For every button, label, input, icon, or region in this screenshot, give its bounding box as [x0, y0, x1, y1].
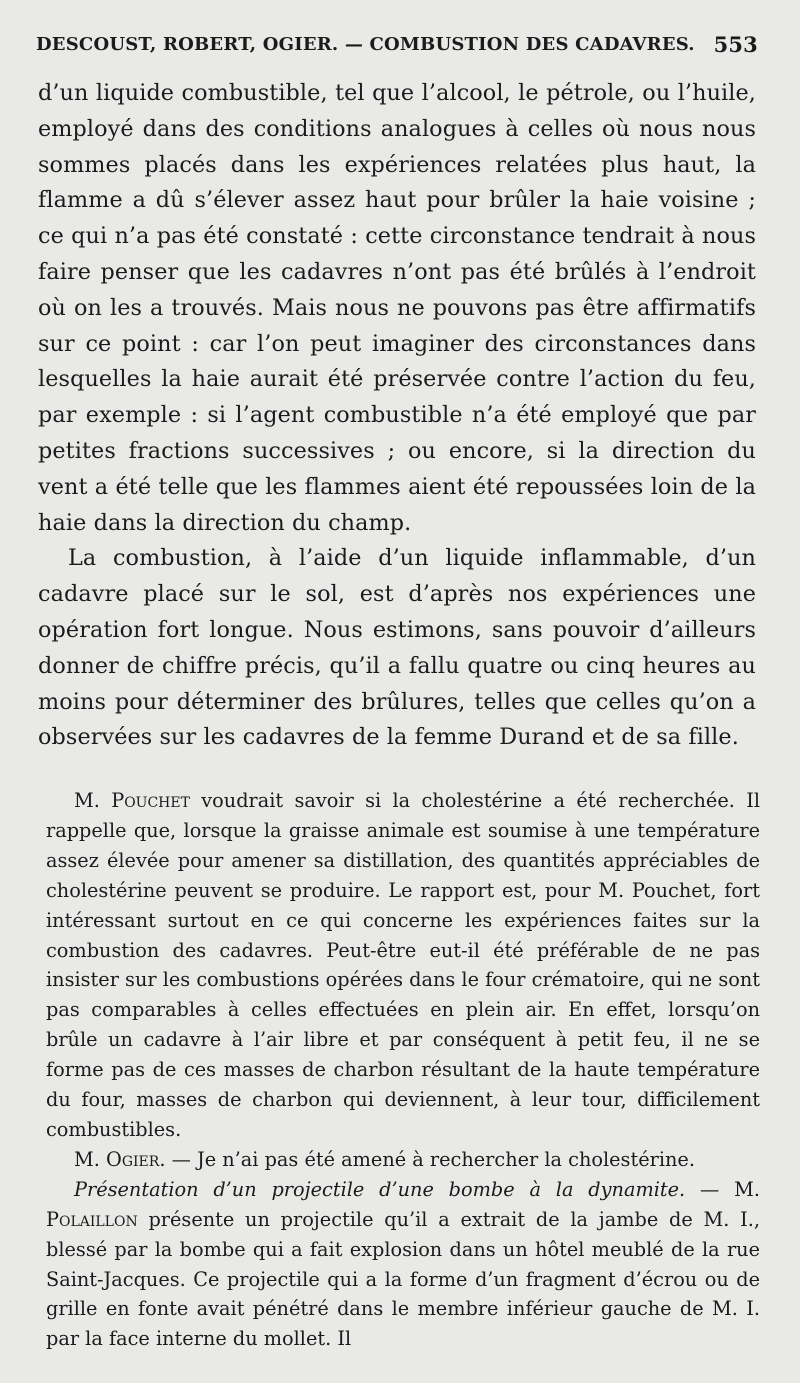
- pouchet-remark: [46, 786, 760, 1145]
- remark-text: voudrait savoir si la cholestérine a été recherchée. Il rappelle que, lorsque la graisse animale est soumise à une température assez élevée pour amener sa distillation, des quantités appréciables de cholestérine peuvent se produire. Le rapport est, pour M. Pouchet, fort intéressant surtout en ce qui concerne les expériences faites sur la combustion des cadavres. Peut-être eut-il été préférable de ne pas insister sur les combustions opérées dans le four crématoire, qui ne sont pas comparables à celles effectuées en plein air. En effet, lorsqu’on brûle un cadavre à l’air libre et par conséquent à petit feu, il ne se forme pas de ces masses de charbon résultant de la haute température du four, masses de charbon qui deviennent, à leur tour, difficilement combustibles.: [46, 789, 760, 1141]
- paragraph-1: d’un liquide combustible, tel que l’alcool, le pétrole, ou l’huile, employé dans des conditions analogues à celles où nous nous sommes placés dans les expériences relatées plus haut, la flamme a dû s’élever assez haut pour brûler la haie voisine ; ce qui n’a pas été constaté : cette circonstance tendrait à nous faire penser que les cadavres n’ont pas été brûlés à l’endroit où on les a trouvés. Mais nous ne pouvons pas être affirmatifs sur ce point : car l’on peut imaginer des circonstances dans lesquelles la haie aurait été préservée contre l’action du feu, par exemple : si l’agent combustible n’a été employé que par petites fractions successives ; ou encore, si la direction du vent a été telle que les flammes aient été repoussées loin de la haie dans la direction du champ.: [38, 80, 756, 536]
- speaker-prefix: M.: [734, 1177, 760, 1201]
- presentation-text: présente un projectile qu’il a extrait de la jambe de M. I., blessé par la bombe qui a fait explosion dans un hôtel meublé de la rue Saint-Jacques. Ce projectile qui a la forme d’un fragment d’écrou ou de grille en fonte avait pénétré dans le membre inférieur gauche de M. I. par la face interne du mollet. Il: [46, 1207, 760, 1351]
- speaker-name: Ogier: [106, 1147, 160, 1171]
- discussion-section: [46, 786, 760, 1354]
- reply-text: . — Je n’ai pas été amené à rechercher la cholestérine.: [159, 1147, 695, 1171]
- polaillon-presentation: [46, 1175, 760, 1354]
- ogier-reply: [46, 1145, 760, 1175]
- running-header: [36, 34, 758, 55]
- page-number: 553: [713, 32, 758, 57]
- paragraph-2: La combustion, à l’aide d’un liquide inflammable, d’un cadavre placé sur le sol, est d’après nos expériences une opération fort longue. Nous estimons, sans pouvoir d’ailleurs donner de chiffre précis, qu’il a fallu quatre ou cinq heures au moins pour déterminer des brûlures, telles que celles qu’on a observées sur les cadavres de la femme Durand et de sa fille.: [38, 545, 756, 751]
- presentation-title: Présentation d’un projectile d’une bombe à la dynamite.: [74, 1177, 686, 1201]
- speaker-name: Pouchet: [111, 789, 190, 812]
- report-conclusion: [38, 76, 756, 756]
- speaker-prefix: M.: [74, 789, 100, 812]
- title-dash: —: [685, 1177, 735, 1201]
- speaker-prefix: M.: [74, 1147, 100, 1171]
- running-title: DESCOUST, ROBERT, OGIER. — COMBUSTION DES CADAVRES.: [36, 34, 695, 55]
- speaker-name: Polaillon: [46, 1207, 138, 1231]
